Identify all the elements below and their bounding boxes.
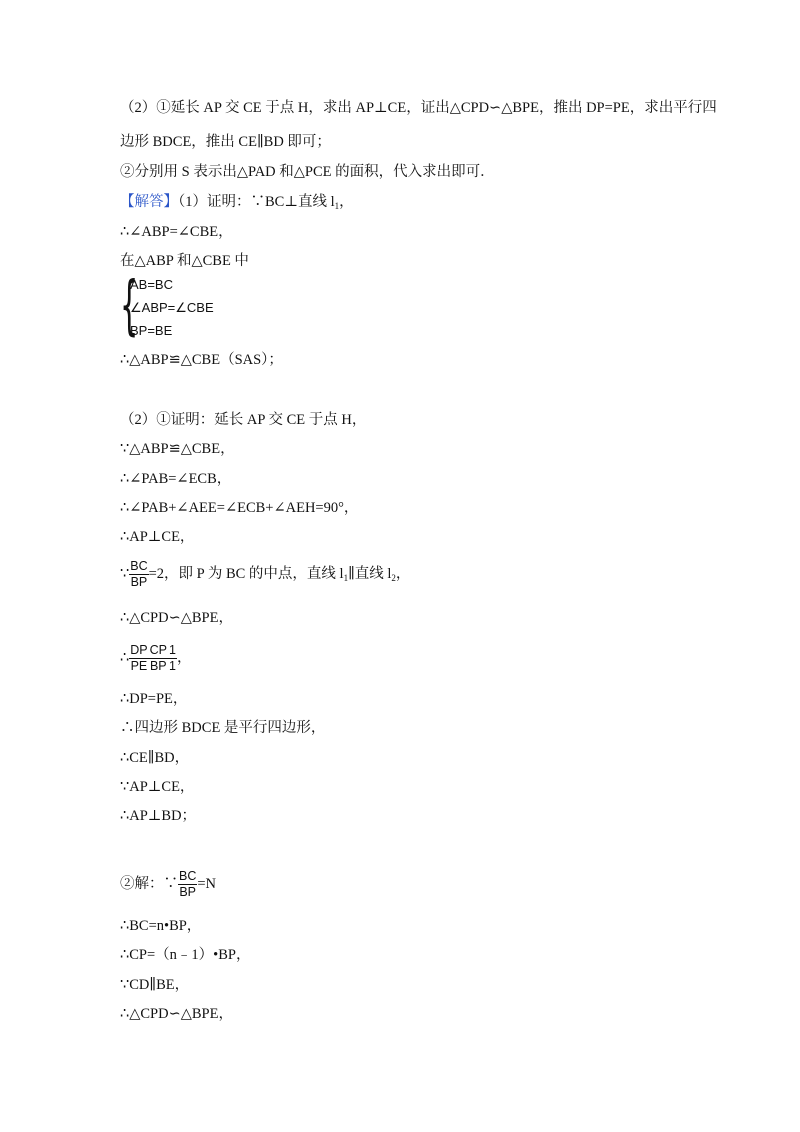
step-t1: ∴BC=n•BP， [120, 918, 202, 934]
part3-label: ②解：∵ [120, 876, 178, 892]
left-brace-icon: { [120, 269, 139, 343]
fraction-bc-bp [178, 869, 197, 900]
fraction-numerator: BC [179, 869, 197, 884]
subscript: 1 [334, 201, 340, 211]
step-s10: ∴CE∥BD， [120, 750, 190, 766]
step-t4: ∴△CPD∽△BPE， [120, 1006, 233, 1022]
because-symbol: ∵ [120, 566, 130, 582]
system-eq-1: AB=BC [130, 277, 173, 292]
step-s7 [120, 641, 191, 675]
fraction-denominator: BP [149, 659, 167, 674]
step-s4: ∴AP⊥CE， [120, 529, 195, 545]
analysis-line-2: 边形 BDCE，推出 CE∥BD 即可； [120, 134, 331, 150]
step-t3: ∵CD∥BE， [120, 977, 190, 993]
step-s12: ∴AP⊥BD； [120, 808, 197, 824]
fraction-dp-pe [129, 643, 148, 674]
fraction-1-1 [168, 643, 177, 674]
part3-post: =N [197, 876, 217, 892]
fraction-denominator: PE [130, 659, 148, 674]
answer-tag: 【解答】 [120, 194, 178, 210]
step-s9: ∴四边形 BDCE 是平行四边形， [120, 720, 326, 736]
fraction-cp-bp [149, 643, 168, 674]
step-2: 在△ABP 和△CBE 中 [120, 253, 249, 269]
subscript: 2 [391, 573, 396, 583]
step-s3: ∴∠PAB+∠AEE=∠ECB+∠AEH=90°， [120, 500, 359, 516]
subscript: 1 [343, 573, 349, 583]
step-s8: ∴DP=PE， [120, 691, 188, 707]
step-s2: ∴∠PAB=∠ECB， [120, 471, 232, 487]
s5-text-a: =2，即 P 为 BC 的中点，直线 l [148, 566, 344, 582]
system-eq-3: BP=BE [130, 323, 173, 338]
step-s5 [120, 557, 410, 595]
analysis-line-3: ②分别用 S 表示出△PAD 和△PCE 的面积，代入求出即可． [120, 164, 495, 180]
conclusion-1: ∴△ABP≌△CBE（SAS）； [120, 352, 283, 368]
analysis-line-1: （2）①延长 AP 交 CE 于点 H，求出 AP⊥CE，证出△CPD∽△BPE，推出 DP=PE，求出平行四 [120, 100, 717, 116]
fraction-denominator: BP [130, 575, 148, 590]
therefore-symbol: ∴ [120, 650, 130, 666]
part2-intro: （2）①证明：延长 AP 交 CE 于点 H， [120, 412, 367, 428]
fraction-denominator: 1 [168, 659, 176, 674]
step-1: ∴∠ABP=∠CBE， [120, 224, 233, 240]
equation-system [120, 269, 320, 344]
system-eq-2: ∠ABP=∠CBE [130, 300, 214, 315]
step-s11: ∵AP⊥CE， [120, 779, 195, 795]
step-s1: ∵△ABP≌△CBE， [120, 441, 235, 457]
step-t2: ∴CP=（n﹣1）•BP， [120, 947, 251, 963]
punct: ， [176, 650, 192, 666]
fraction-bc-bp [129, 559, 148, 590]
fraction-numerator: DP [130, 643, 148, 658]
step-s6: ∴△CPD∽△BPE， [120, 610, 233, 626]
fraction-numerator: CP [149, 643, 167, 658]
fraction-numerator: BC [130, 559, 148, 574]
fraction-numerator: 1 [168, 643, 176, 658]
part1-intro-text: （1）证明：∵BC⊥直线 l [178, 194, 335, 210]
answer-part1-intro [120, 192, 354, 216]
s5-text-c: ， [395, 566, 411, 582]
punct: ， [339, 194, 354, 210]
s5-text-b: ∥直线 l [348, 566, 392, 582]
part3-intro [120, 866, 216, 902]
fraction-denominator: BP [179, 885, 197, 900]
